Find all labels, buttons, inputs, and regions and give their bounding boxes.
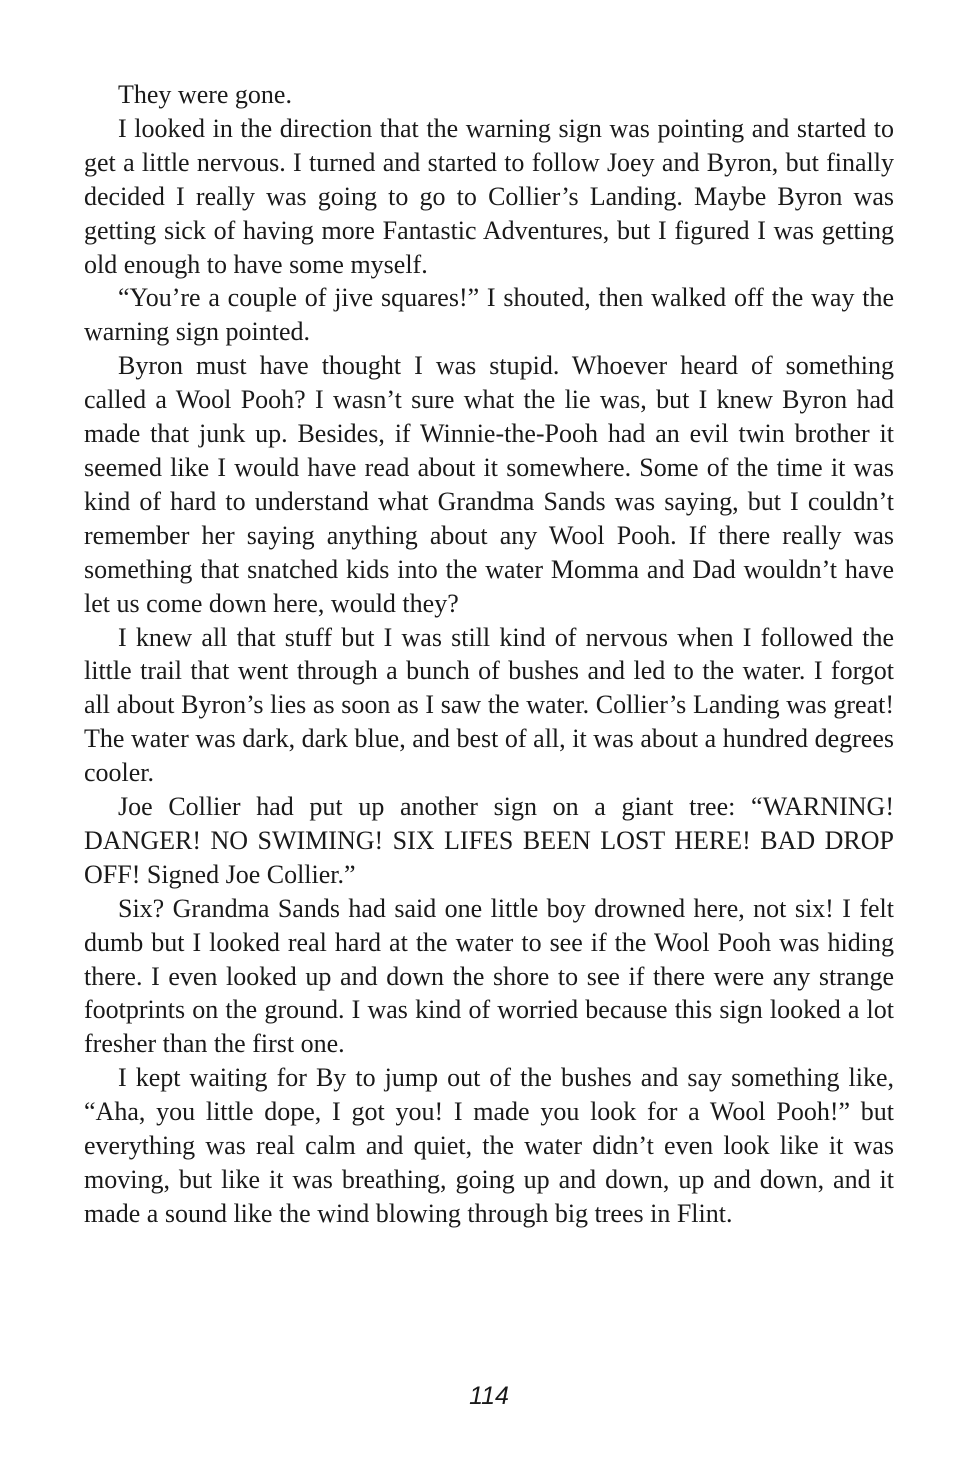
paragraph: I looked in the direction that the warning sign was pointing and started to get a little nervous. I turned and started to follow Joey and Byron, but finally decided I really was going to go to Collier’s Landing. Maybe Byron was getting sick of having more Fantastic Adventures, but I figured I was getting old enough to have some myself. bbox=[84, 113, 894, 279]
paragraph: I knew all that stuff but I was still kind of nervous when I followed the little trail that went through a bunch of bushes and led to the water. I forgot all about Byron’s lies as soon as I saw the water. Collier’s Landing was great! The water was dark, dark blue, and best of all, it was about a hundred degrees cooler. bbox=[84, 622, 894, 788]
paragraph: I kept waiting for By to jump out of the bushes and say something like, “Aha, you little dope, I got you! I made you look for a Wool Pooh!” but everything was real calm and quiet, the water didn’t even look like it was moving, but like it was breathing, going up and down, up and down, and it made a sound like the wind blowing through big trees in Flint. bbox=[84, 1063, 894, 1228]
page-body bbox=[84, 78, 894, 1231]
page-number: 114 bbox=[469, 1382, 509, 1410]
paragraph: Joe Collier had put up another sign on a giant tree: “WARNING! DANGER! NO SWIMING! SIX LIFES BEEN LOST HERE! BAD DROP OFF! Signed Joe Collier.” bbox=[84, 792, 894, 889]
paragraph: Byron must have thought I was stupid. Whoever heard of something called a Wool Pooh? I wasn’t sure what the lie was, but I knew Byron had made that junk up. Besides, if Winnie-the-Pooh had an evil twin brother it seemed like I would have read about it somewhere. Some of the time it was kind of hard to understand what Grandma Sands was saying, but I couldn’t remember her saying anything about any Wool Pooh. If there really was something that snatched kids into the water Momma and Dad wouldn’t have let us come down here, would they? bbox=[84, 351, 894, 618]
paragraph: They were gone. bbox=[118, 80, 292, 109]
paragraph: “You’re a couple of jive squares!” I shouted, then walked off the way the warning sign pointed. bbox=[84, 283, 894, 347]
paragraph: Six? Grandma Sands had said one little boy drowned here, not six! I felt dumb but I looked real hard at the water to see if the Wool Pooh was hiding there. I even looked up and down the shore to see if there were any strange footprints on the ground. I was kind of worried because this sign looked a lot fresher than the first one. bbox=[84, 893, 894, 1059]
